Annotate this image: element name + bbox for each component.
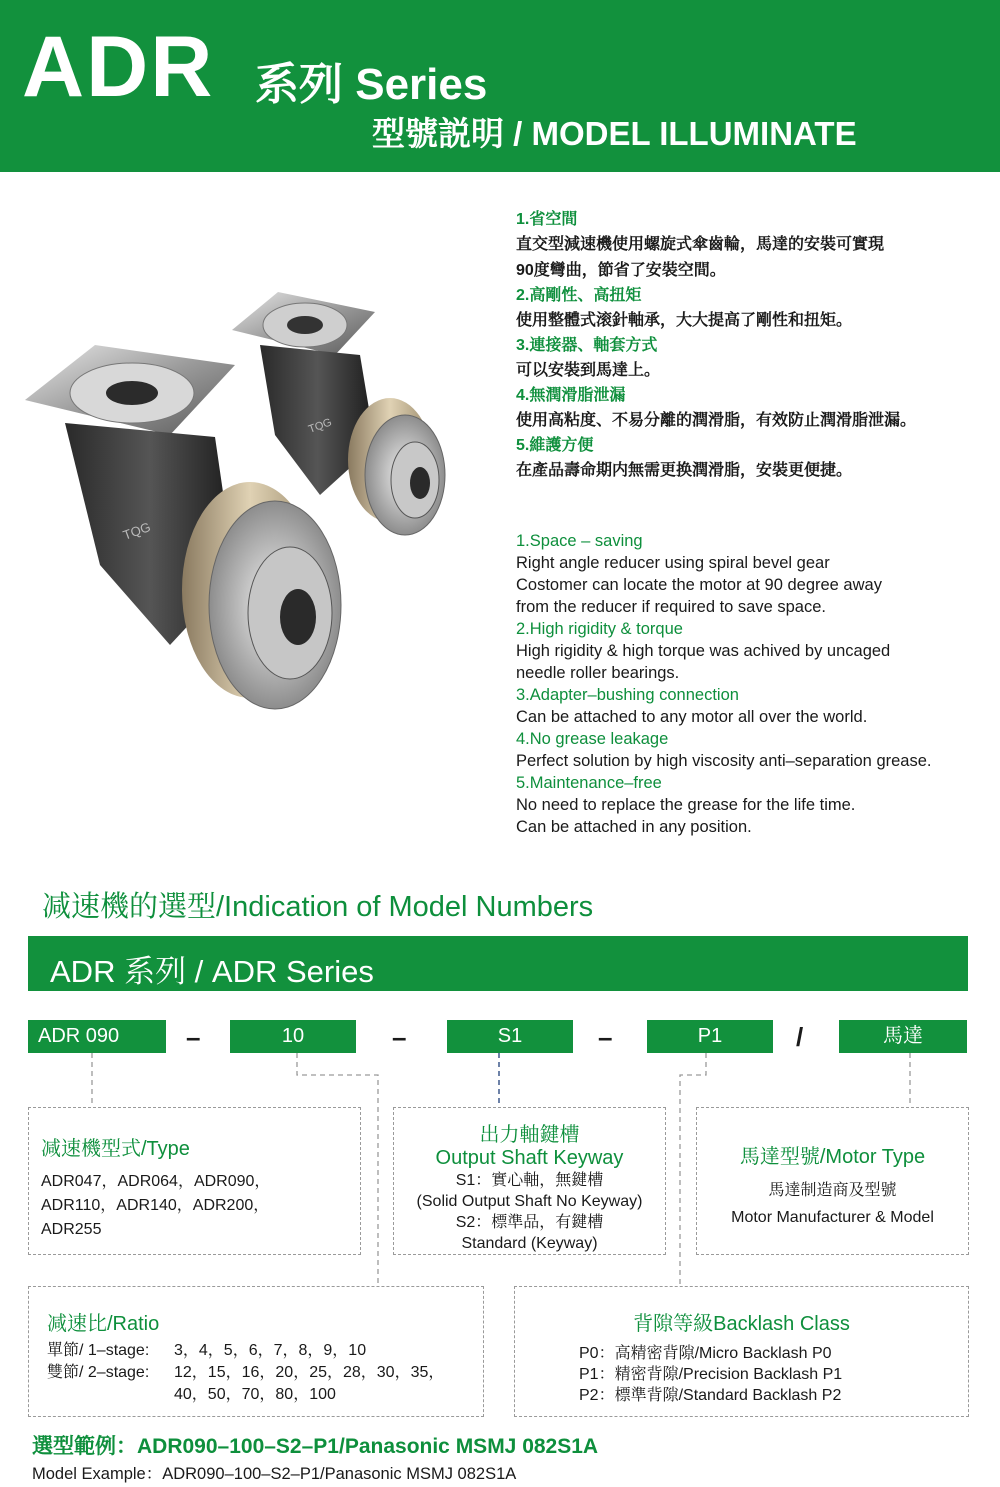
panel-type-title: 减速機型式/Type <box>41 1138 190 1160</box>
code-keyway: S1 <box>447 1020 573 1053</box>
series-label: 系列 Series <box>255 60 488 109</box>
code-backlash: P1 <box>647 1020 773 1053</box>
panel-keyway-line-3: S2：標準品，有鍵槽 <box>455 1214 604 1231</box>
panel-ratio <box>28 1286 484 1417</box>
panel-motor-line-2: Motor Manufacturer & Model <box>731 1209 934 1226</box>
panel-keyway-title-en: Output Shaft Keyway <box>435 1147 624 1169</box>
header-banner <box>0 0 1000 172</box>
panel-keyway <box>393 1107 666 1255</box>
code-separator-1: – <box>186 1022 201 1052</box>
brand-mark-large: TQG <box>120 519 153 543</box>
code-separator-3: – <box>598 1022 613 1052</box>
feature-zh-5: 5.維護方便 在產品壽命期内無需更换潤滑脂，安裝更便捷。 <box>516 437 853 479</box>
panel-motor <box>696 1107 969 1255</box>
panel-backlash-line-3: P2：標準背隙/Standard Backlash P2 <box>579 1387 842 1404</box>
indication-title: 减速機的選型/Indication of Model Numbers <box>42 891 594 923</box>
panel-ratio-title: 减速比/Ratio <box>47 1313 160 1335</box>
feature-en-4: 4.No grease leakage Perfect solution by high viscosity anti–separation grease. <box>516 730 932 770</box>
panel-keyway-line-2: (Solid Output Shaft No Keyway) <box>416 1193 643 1210</box>
panel-backlash <box>514 1286 969 1417</box>
panel-backlash-line-2: P1：精密背隙/Precision Backlash P1 <box>579 1366 843 1383</box>
feature-en-1: 1.Space – saving Right angle reducer using spiral bevel gear Costomer can locate the motor at 90 degree away from the reducer if required to save space. <box>516 532 882 616</box>
code-separator-4: / <box>796 1022 804 1052</box>
code-separator-2: – <box>392 1022 407 1052</box>
feature-zh-1: 1.省空間 直交型減速機使用螺旋式傘齒輪，馬達的安裝可實現 90度彎曲，節省了安裝空間。 <box>516 211 885 279</box>
feature-en-2: 2.High rigidity & torque High rigidity & high torque was achived by uncaged needle roller bearings. <box>516 620 891 682</box>
model-example-en: Model Example：ADR090–100–S2–P1/Panasonic MSMJ 082S1A <box>32 1465 517 1483</box>
panel-backlash-line-1: P0：高精密背隙/Micro Backlash P0 <box>579 1345 832 1362</box>
ratio-stage1-label: 單節/ 1–stage: <box>47 1342 150 1359</box>
brand-mark-small: TQG <box>306 416 334 436</box>
feature-zh-4: 4.無潤滑脂泄漏 使用高粘度、不易分離的潤滑脂，有效防止潤滑脂泄漏。 <box>516 387 917 429</box>
code-motor: 馬達 <box>839 1020 967 1053</box>
panel-motor-title: 馬達型號/Motor Type <box>739 1146 926 1168</box>
feature-en-5: 5.Maintenance–free No need to replace the grease for the life time. Can be attached in any position. <box>516 774 856 836</box>
page-subtitle: 型號説明 / MODEL ILLUMINATE <box>372 115 857 152</box>
feature-en-3: 3.Adapter–bushing connection Can be attached to any motor all over the world. <box>516 686 868 726</box>
panel-type-line-3: ADR255 <box>41 1221 102 1238</box>
panel-keyway-line-1: S1：實心軸，無鍵槽 <box>455 1172 604 1189</box>
ratio-stage1-values: 3，4，5，6，7，8，9，10 <box>174 1342 367 1359</box>
panel-motor-line-1: 馬達制造商及型號 <box>768 1182 897 1199</box>
panel-keyway-title-zh: 出力軸鍵槽 <box>479 1124 580 1146</box>
code-series: ADR 090 <box>28 1020 166 1053</box>
series-bar-label: ADR 系列 / ADR Series <box>50 954 374 989</box>
ratio-stage2-label: 雙節/ 2–stage: <box>47 1364 150 1381</box>
series-bar <box>28 936 968 991</box>
ratio-stage2-values-2: 40，50，70，80，100 <box>174 1386 336 1403</box>
product-image <box>20 195 510 755</box>
series-code: ADR <box>22 19 215 115</box>
panel-type-line-1: ADR047，ADR064，ADR090， <box>41 1173 271 1190</box>
feature-zh-3: 3.連接器、軸套方式 可以安裝到馬達上。 <box>516 337 661 379</box>
feature-zh-2: 2.高剛性、高扭矩 使用整體式滚針軸承，大大提高了剛性和扭矩。 <box>516 287 853 329</box>
model-example-zh: 選型範例：ADR090–100–S2–P1/Panasonic MSMJ 082S1A <box>32 1435 599 1458</box>
ratio-stage2-values: 12，15，16，20，25，28，30，35， <box>174 1364 445 1381</box>
features-zh <box>516 208 986 484</box>
panel-keyway-line-4: Standard (Keyway) <box>461 1235 598 1252</box>
panel-backlash-title: 背隙等級Backlash Class <box>633 1313 850 1335</box>
panel-type-line-2: ADR110，ADR140，ADR200， <box>41 1197 270 1214</box>
code-ratio: 10 <box>230 1020 356 1053</box>
panel-type <box>28 1107 361 1255</box>
features-en <box>516 530 996 838</box>
